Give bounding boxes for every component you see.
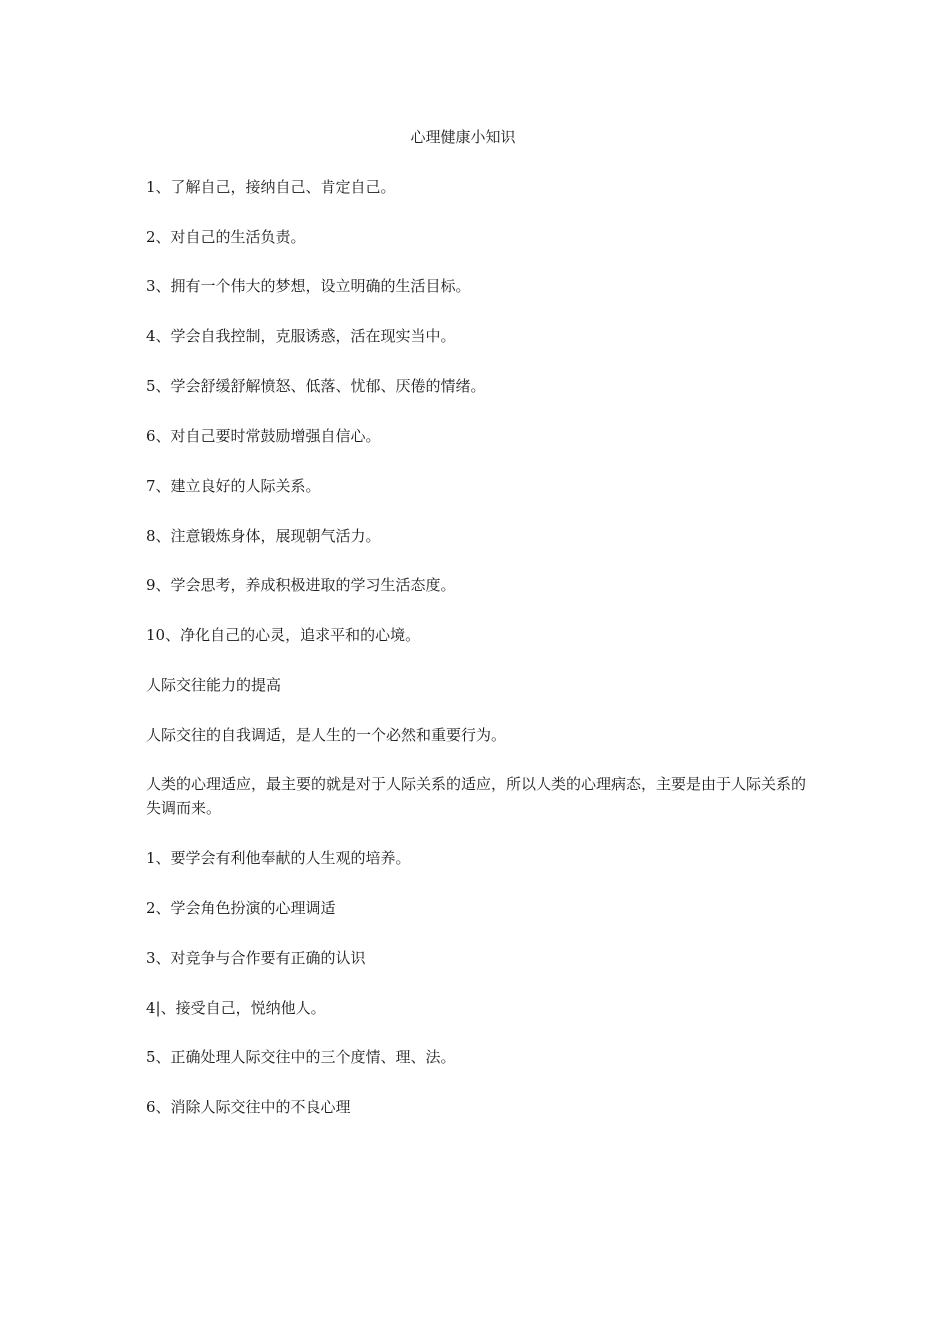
tip-item: 10、净化自己的心灵，追求平和的心境。 — [146, 626, 421, 644]
tip-item: 1、了解自己，接纳自己、肯定自己。 — [146, 178, 396, 196]
tip-item: 4、学会自我控制，克服诱惑，活在现实当中。 — [146, 327, 456, 345]
tip-item: 6、对自己要时常鼓励增强自信心。 — [146, 427, 381, 445]
point-item: 4|、接受自己，悦纳他人。 — [146, 999, 326, 1017]
point-item: 3、对竞争与合作要有正确的认识 — [146, 949, 366, 967]
section-heading: 人际交往能力的提高 — [146, 676, 282, 694]
tip-item: 7、建立良好的人际关系。 — [146, 477, 321, 495]
tip-item: 9、学会思考，养成积极进取的学习生活态度。 — [146, 576, 456, 594]
tip-item: 5、学会舒缓舒解愤怒、低落、忧郁、厌倦的情绪。 — [146, 377, 486, 395]
point-item: 2、学会角色扮演的心理调适 — [146, 899, 336, 917]
intro-paragraph: 人际交往的自我调适，是人生的一个必然和重要行为。 — [146, 726, 507, 744]
point-item: 1、要学会有利他奉献的人生观的培养。 — [146, 849, 411, 867]
intro-paragraph: 人类的心理适应，最主要的就是对于人际关系的适应，所以人类的心理病态，主要是由于人际关系的失调而来。 — [146, 775, 807, 817]
tip-item: 2、对自己的生活负责。 — [146, 228, 306, 246]
document-title: 心理健康小知识 — [410, 128, 516, 146]
point-item: 6、消除人际交往中的不良心理 — [146, 1098, 351, 1116]
tip-item: 3、拥有一个伟大的梦想，设立明确的生活目标。 — [146, 277, 471, 295]
point-item: 5、正确处理人际交往中的三个度情、理、法。 — [146, 1048, 456, 1066]
tip-item: 8、注意锻炼身体，展现朝气活力。 — [146, 527, 381, 545]
